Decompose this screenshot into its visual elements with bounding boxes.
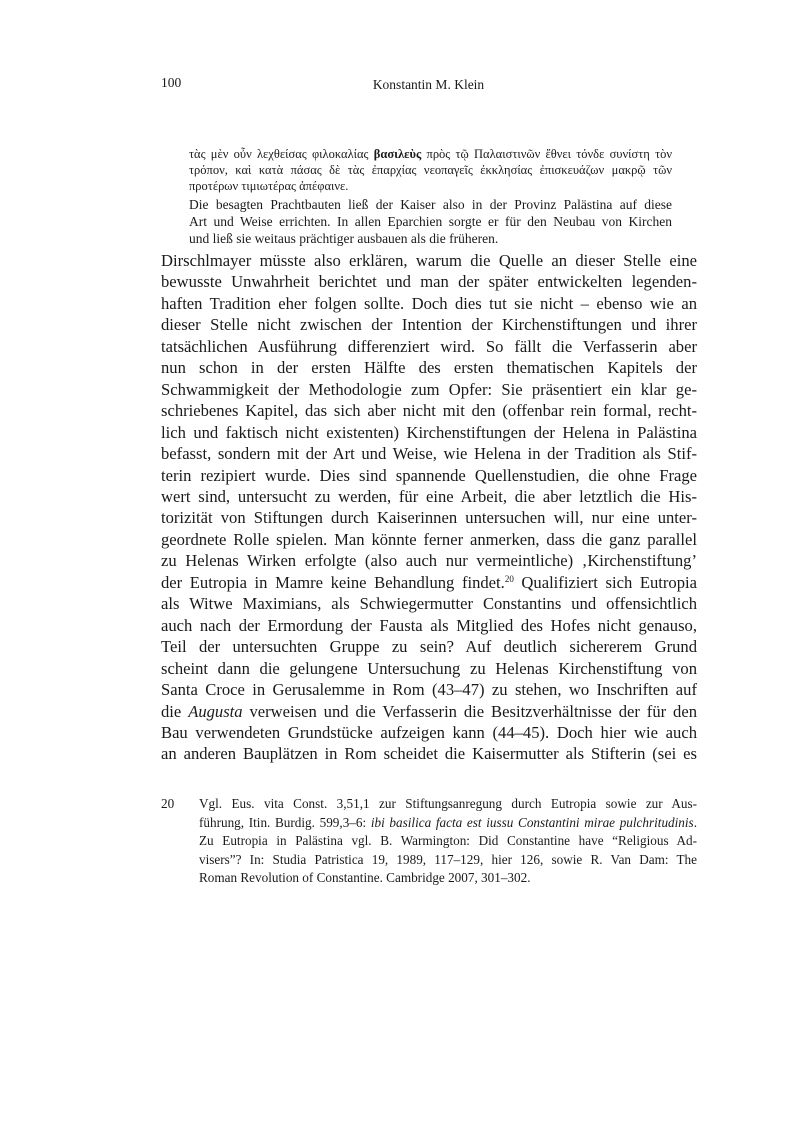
text-segment: πρὸς τῷ Παλαιστινῶν ἔθνει τόνδε συνίστη τὸν [421, 147, 672, 161]
text-line [161, 529, 697, 550]
running-head-author: Konstantin M. Klein [372, 77, 485, 92]
text-segment: τὰς μὲν οὖν λεχθείσας φιλοκαλίας [189, 147, 374, 161]
text-segment: lich und faktisch nicht existenten) Kirchenstiftungen der Helena in Palästina [161, 422, 697, 442]
text-segment: wert sind, untersucht zu werden, für eine Arbeit, die aber letztlich die His- [161, 486, 697, 506]
footnote-number: 20 [161, 796, 175, 811]
text-segment: Roman Revolution of Constantine. Cambridge 2007, 301–302. [199, 870, 531, 886]
italic-text: ibi basilica facta est iussu Constantini mirae pulchritudinis [370, 814, 694, 830]
text-segment: visers”? In: Studia Patristica 19, 1989, 117–129, hier 126, sowie R. Van Dam: The [199, 851, 697, 867]
quotation-translation [189, 196, 672, 247]
text-segment: Bau verwendeten Grundstücke aufzeigen kann (44–45). Doch hier wie auch [161, 722, 697, 742]
text-segment: Dirschlmayer müsste also erklären, warum die Quelle an dieser Stelle eine [161, 251, 697, 270]
bold-text: βασιλεὺς [373, 147, 422, 161]
text-segment: nun schon in der ersten Hälfte des ersten thematischen Kapitels der [161, 358, 697, 378]
text-line [161, 743, 697, 764]
text-segment: und ließ sie weitaus prächtiger ausbauen als die früheren. [189, 231, 499, 246]
text-segment: führung, Itin. Burdig. 599,3–6: [199, 814, 371, 830]
footnote-reference: 20 [504, 573, 514, 584]
text-segment: Die besagten Prachtbauten ließ der Kaiser also in der Provinz Palästina auf diese [189, 197, 672, 212]
text-line [161, 293, 697, 314]
text-line [161, 357, 697, 378]
text-line [161, 465, 697, 486]
text-line [189, 162, 672, 178]
text-line [161, 379, 697, 400]
text-segment: die [161, 701, 189, 721]
text-line [161, 679, 697, 700]
text-line [199, 851, 697, 870]
text-line [161, 314, 697, 335]
text-segment: an anderen Bauplätzen in Rom scheidet die Kaisermutter als Stifterin (sei es [161, 744, 697, 764]
footnote-text [199, 795, 697, 888]
text-line [189, 146, 672, 162]
page-number: 100 [161, 75, 182, 90]
text-line [161, 550, 697, 571]
text-line [161, 250, 697, 271]
greek-quotation [189, 146, 672, 194]
text-line [161, 658, 697, 679]
text-segment: tatsächlichen Ausführung differenziert wird. So fällt die Verfasserin aber [161, 336, 697, 356]
text-segment: Vgl. Eus. vita Const. 3,51,1 zur Stiftungsanregung durch Eutropia sowie zur Aus- [199, 796, 697, 811]
body-paragraph [161, 250, 697, 765]
text-segment: geordnete Rolle spielen. Man könnte ferner anmerken, dass die ganz parallel [161, 529, 697, 549]
text-line [199, 795, 697, 814]
text-segment: . [693, 814, 697, 830]
text-line [161, 486, 697, 507]
text-line [189, 213, 672, 230]
text-segment: der Eutropia in Mamre keine Behandlung findet. [161, 572, 505, 592]
text-line [189, 196, 672, 213]
text-segment: Teil der untersuchten Gruppe zu sein? Auf deutlich sichererem Grund [161, 637, 697, 657]
text-line [161, 400, 697, 421]
text-segment: torizität von Stiftungen durch Kaiserinnen untersuchen will, nur eine unter- [161, 508, 697, 528]
text-segment: zu Helenas Wirken erfolgte (also auch nur vermeintliche) ‚Kirchenstiftung’ [161, 551, 697, 571]
text-segment: schriebenes Kapitel, das sich aber nicht mit den (offenbar rein formal, recht- [161, 401, 697, 421]
text-segment: terin rezipiert wurde. Dies sind spannende Quellenstudien, die ohne Frage [161, 465, 697, 485]
text-line [161, 593, 697, 614]
text-line [161, 271, 697, 292]
text-line [189, 178, 672, 194]
text-line [161, 701, 697, 722]
text-segment: τρόπον, καὶ κατὰ πάσας δὲ τὰς ἐπαρχίας νεοπαγεῖς ἐκκλησίας ἐπισκευάζων μακρῷ τῶν [189, 163, 672, 177]
text-line [199, 832, 697, 851]
text-line [161, 722, 697, 743]
text-line [161, 336, 697, 357]
text-segment: προτέρων τιμιωτέρας ἀπέφαινε. [189, 179, 349, 193]
text-line [199, 869, 697, 888]
text-line [161, 507, 697, 528]
text-segment: Art und Weise errichten. In allen Eparchien sorgte er für den Neubau von Kirchen [189, 214, 672, 229]
text-segment: Schwammigkeit der Methodologie zum Opfer: Sie präsentiert ein klar ge- [161, 379, 697, 399]
text-segment: Qualifiziert sich Eutropia [513, 572, 697, 592]
text-line [161, 615, 697, 636]
text-line [199, 814, 697, 833]
text-segment: verweisen und die Verfasserin die Besitzverhältnisse der für den [242, 701, 698, 721]
text-segment: scheint dann die gelungene Untersuchung zu Helenas Kirchenstiftung von [161, 658, 697, 678]
text-line [161, 422, 697, 443]
italic-text: Augusta [188, 701, 243, 721]
text-segment: befasst, sondern mit der Art und Weise, wie Helena in der Tradition als Stif- [161, 444, 697, 464]
text-segment: auch nach der Ermordung der Fausta als Mitglied des Hofes nicht genauso, [161, 615, 697, 635]
text-segment: haften Tradition eher folgen sollte. Doch dies tut sie nicht – ebenso wie an [161, 293, 697, 313]
text-segment: Santa Croce in Gerusalemme in Rom (43–47) zu stehen, wo Inschriften auf [161, 680, 697, 700]
text-segment: dieser Stelle nicht zwischen der Intention der Kirchenstiftungen und ihrer [161, 315, 697, 335]
text-line [161, 443, 697, 464]
text-line [161, 636, 697, 657]
text-segment: bewusste Unwahrheit berichtet und man der später entwickelten legenden- [161, 272, 697, 292]
text-line [189, 230, 672, 247]
text-line [161, 572, 697, 593]
text-segment: Zu Eutropia in Palästina vgl. B. Warmington: Did Constantine have “Religious Ad- [199, 833, 697, 849]
text-segment: als Witwe Maximians, als Schwiegermutter Constantins und offensichtlich [161, 594, 697, 614]
